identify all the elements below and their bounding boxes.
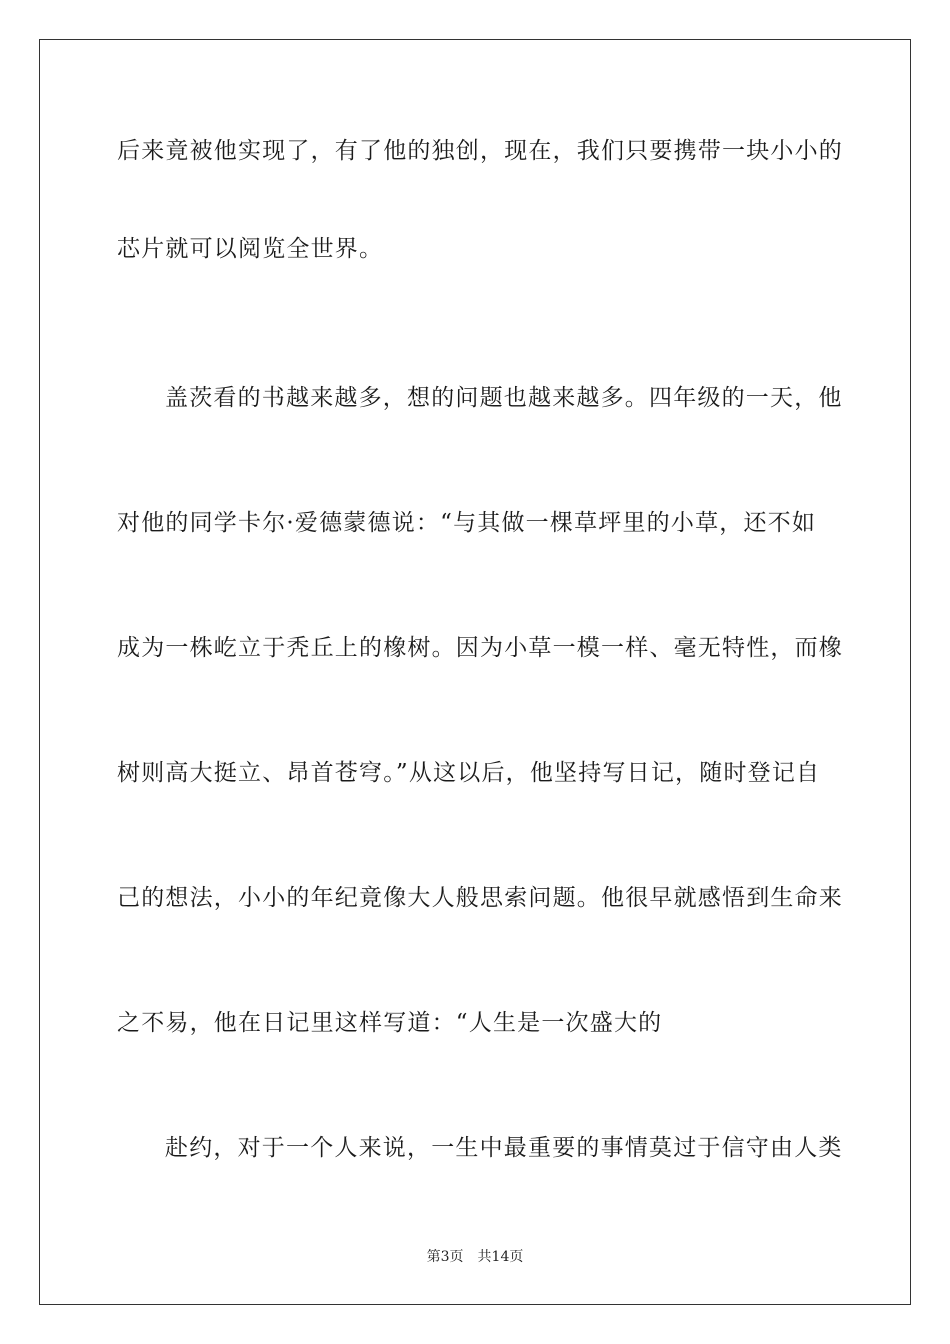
body-text-line: 树则高大挺立、昂首苍穹。”从这以后，他坚持写日记，随时登记自 <box>117 760 821 786</box>
paragraph-first-line: 盖茨看的书越来越多，想的问题也越来越多。四年级的一天，他 <box>165 385 843 411</box>
paragraph-first-line: 赴约，对于一个人来说，一生中最重要的事情莫过于信守由人类 <box>165 1135 843 1161</box>
body-text-line: 己的想法，小小的年纪竟像大人般思索问题。他很早就感悟到生命来 <box>117 885 843 911</box>
page-border <box>39 39 911 1305</box>
page-footer <box>0 1248 950 1266</box>
body-text-line: 后来竟被他实现了，有了他的独创，现在，我们只要携带一块小小的 <box>117 138 843 164</box>
body-text-line: 对他的同学卡尔·爱德蒙德说：“与其做一棵草坪里的小草，还不如 <box>117 510 817 536</box>
body-text-line: 成为一株屹立于秃丘上的橡树。因为小草一模一样、毫无特性，而橡 <box>117 635 843 661</box>
page-total: 共14页 <box>477 1249 524 1265</box>
page-number: 第3页 <box>426 1249 464 1265</box>
body-text-line: 芯片就可以阅览全世界。 <box>117 236 384 262</box>
body-text-line: 之不易，他在日记里这样写道：“人生是一次盛大的 <box>117 1010 663 1036</box>
